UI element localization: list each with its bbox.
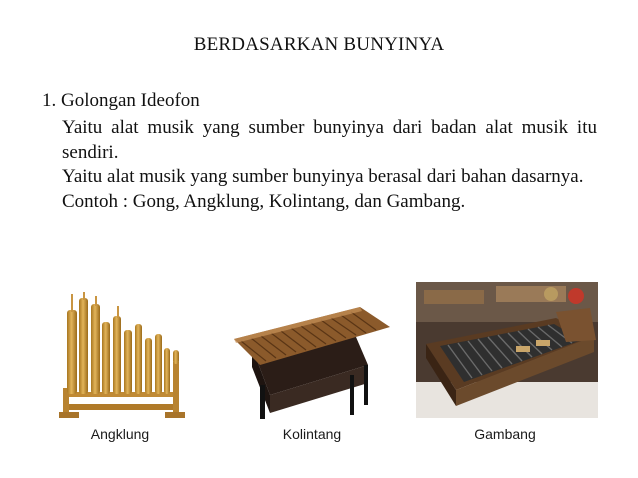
slide-title: BERDASARKAN BUNYINYA bbox=[193, 34, 445, 55]
definition-line-1: Yaitu alat musik yang sumber bunyinya dari badan alat musik itu sendiri. bbox=[62, 117, 597, 163]
slide-body bbox=[62, 116, 597, 214]
example-line: Contoh : Gong, Angklung, Kolintang, dan Gambang. bbox=[62, 190, 466, 212]
section-heading: 1. Golongan Ideofon bbox=[42, 90, 200, 111]
angklung-photo bbox=[55, 292, 185, 422]
angklung-caption: Angklung bbox=[90, 426, 150, 442]
gambang-photo bbox=[416, 282, 598, 418]
definition-line-2: Yaitu alat musik yang sumber bunyinya berasal dari bahan dasarnya. bbox=[62, 166, 584, 187]
gambang-caption: Gambang bbox=[474, 426, 536, 442]
kolintang-caption: Kolintang bbox=[282, 426, 342, 442]
kolintang-photo bbox=[230, 305, 392, 420]
